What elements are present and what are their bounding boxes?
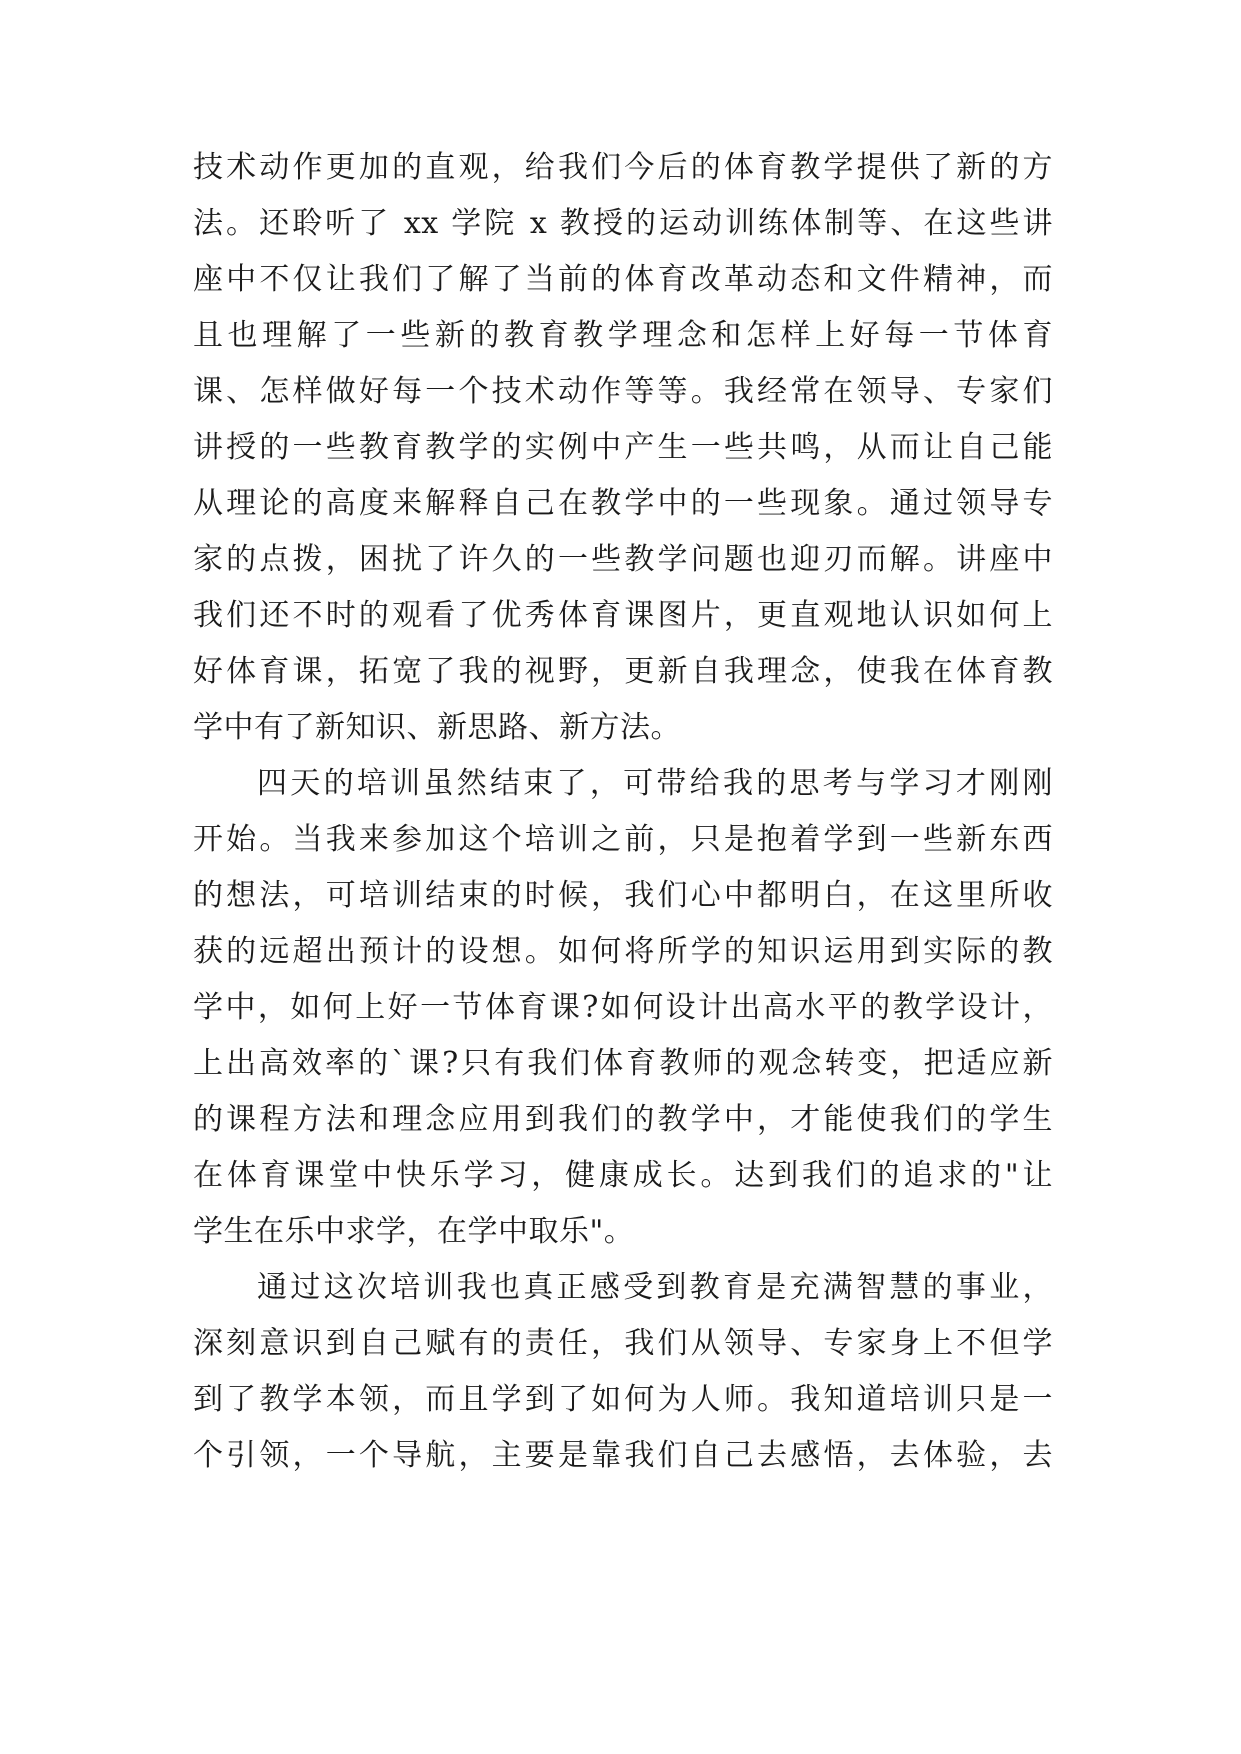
paragraph	[193, 756, 1053, 1260]
paragraph	[193, 1260, 1053, 1484]
text-line: 家的点拨，困扰了许久的一些教学问题也迎刃而解。讲座中	[193, 542, 1053, 577]
text-line: 且也理解了一些新的教育教学理念和怎样上好每一节体育	[193, 318, 1053, 353]
paragraph	[193, 140, 1053, 756]
text-line: 法。还聆听了 xx 学院 x 教授的运动训练体制等、在这些讲	[193, 206, 1053, 241]
text-line: 技术动作更加的直观，给我们今后的体育教学提供了新的方	[193, 150, 1053, 185]
text-line: 通过这次培训我也真正感受到教育是充满智慧的事业，	[257, 1270, 1053, 1305]
text-line: 个引领，一个导航，主要是靠我们自己去感悟，去体验，去	[193, 1438, 1053, 1473]
text-line: 学生在乐中求学，在学中取乐"。	[193, 1214, 635, 1249]
text-line: 获的远超出预计的设想。如何将所学的知识运用到实际的教	[193, 934, 1053, 969]
text-line: 四天的培训虽然结束了，可带给我的思考与学习才刚刚	[257, 766, 1053, 801]
text-line: 到了教学本领，而且学到了如何为人师。我知道培训只是一	[193, 1382, 1053, 1417]
text-line: 学中有了新知识、新思路、新方法。	[193, 710, 681, 745]
text-line: 开始。当我来参加这个培训之前，只是抱着学到一些新东西	[193, 822, 1053, 857]
text-line: 我们还不时的观看了优秀体育课图片，更直观地认识如何上	[193, 598, 1053, 633]
text-line: 好体育课，拓宽了我的视野，更新自我理念，使我在体育教	[193, 654, 1053, 689]
text-line: 课、怎样做好每一个技术动作等等。我经常在领导、专家们	[193, 374, 1053, 409]
text-line: 在体育课堂中快乐学习，健康成长。达到我们的追求的"让	[193, 1158, 1053, 1193]
text-line: 讲授的一些教育教学的实例中产生一些共鸣，从而让自己能	[193, 430, 1053, 465]
text-line: 上出高效率的`课?只有我们体育教师的观念转变，把适应新	[193, 1046, 1053, 1081]
text-line: 从理论的高度来解释自己在教学中的一些现象。通过领导专	[193, 486, 1053, 521]
text-line: 的课程方法和理念应用到我们的教学中，才能使我们的学生	[193, 1102, 1053, 1137]
text-line: 深刻意识到自己赋有的责任，我们从领导、专家身上不但学	[193, 1326, 1053, 1361]
body-text	[193, 140, 1053, 1484]
text-line: 的想法，可培训结束的时候，我们心中都明白，在这里所收	[193, 878, 1053, 913]
text-line: 学中，如何上好一节体育课?如何设计出高水平的教学设计，	[193, 990, 1053, 1025]
text-line: 座中不仅让我们了解了当前的体育改革动态和文件精神，而	[193, 262, 1053, 297]
